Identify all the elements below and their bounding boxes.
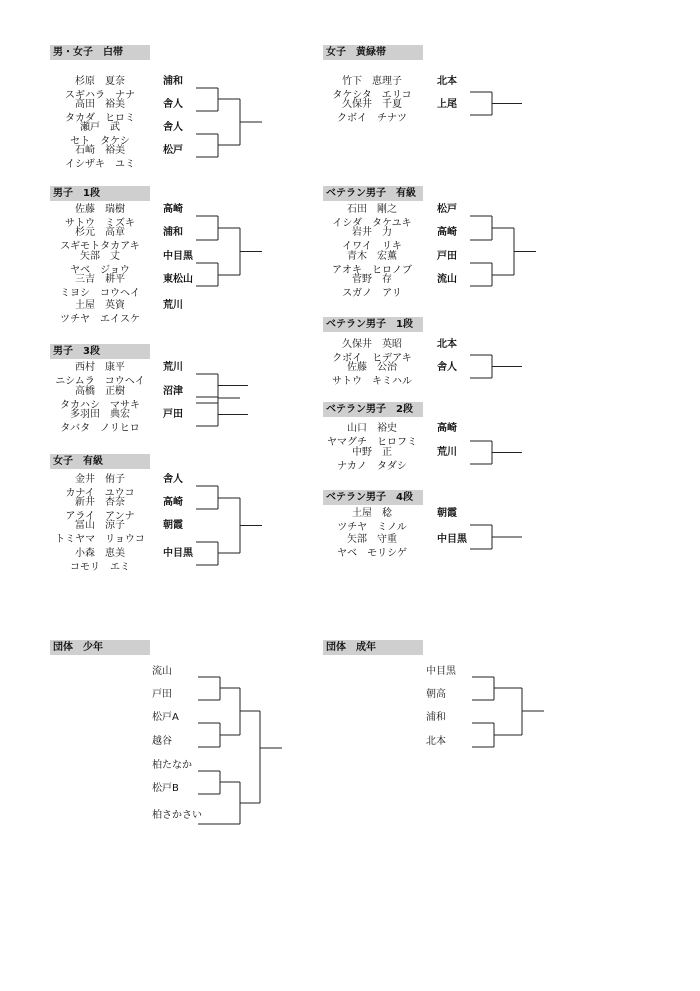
club-name: 荒川	[163, 362, 183, 373]
player-name: クボイ チナツ	[337, 113, 407, 124]
player-name: 杉元 高章	[75, 227, 125, 238]
player-name: 矢部 守重	[347, 534, 397, 545]
player-name: スギモトタカアキ	[60, 241, 140, 252]
player-name: 久保井 千夏	[342, 99, 402, 110]
team-name: 松戸A	[152, 712, 179, 723]
player-name: 岩井 力	[352, 227, 392, 238]
player-name: 土屋 英資	[75, 300, 125, 311]
player-name: セト タケシ	[70, 136, 130, 147]
player-name: ヤベ モリシゲ	[337, 548, 407, 559]
player-name: 菅野 存	[352, 274, 392, 285]
player-name: ツチヤ エイスケ	[60, 314, 140, 325]
club-name: 沼津	[163, 386, 183, 397]
player-name: ナカノ タダシ	[337, 461, 407, 472]
team-name: 松戸B	[152, 783, 179, 794]
club-name: 浦和	[163, 76, 183, 87]
section-header: ベテラン男子 1段	[323, 317, 423, 332]
club-name: 朝霞	[437, 508, 457, 519]
player-name: ヤマグチ ヒロフミ	[327, 437, 417, 448]
player-name: タバタ ノリヒロ	[60, 423, 140, 434]
player-name: 小森 恵美	[75, 548, 125, 559]
section-header: 団体 成年	[323, 640, 423, 655]
section-header: 男子 3段	[50, 344, 150, 359]
section-header: ベテラン男子 有級	[323, 186, 423, 201]
club-name: 中目黒	[437, 534, 467, 545]
team-name: 浦和	[426, 712, 446, 723]
team-name: 朝高	[426, 689, 446, 700]
club-name: 舎人	[163, 474, 183, 485]
section-header: 男・女子 白帯	[50, 45, 150, 60]
club-name: 流山	[437, 274, 457, 285]
club-name: 舎人	[163, 99, 183, 110]
club-name: 朝霞	[163, 520, 183, 531]
club-name: 北本	[437, 339, 457, 350]
player-name: イシザキ ユミ	[65, 159, 135, 170]
club-name: 高崎	[437, 423, 457, 434]
club-name: 高崎	[437, 227, 457, 238]
club-name: 北本	[437, 76, 457, 87]
player-name: アオキ ヒロノブ	[332, 265, 412, 276]
player-name: 中野 正	[352, 447, 392, 458]
player-name: 佐藤 公治	[347, 362, 397, 373]
team-name: 越谷	[152, 736, 172, 747]
section-header: ベテラン男子 4段	[323, 490, 423, 505]
section-header: 男子 1段	[50, 186, 150, 201]
club-name: 東松山	[163, 274, 193, 285]
club-name: 舎人	[163, 122, 183, 133]
player-name: ヤベ ジョウ	[70, 265, 130, 276]
team-name: 柏たなか	[152, 760, 192, 771]
player-name: 石田 剛之	[347, 204, 397, 215]
player-name: 杉原 夏奈	[75, 76, 125, 87]
club-name: 戸田	[163, 409, 183, 420]
player-name: 青木 宏薫	[347, 251, 397, 262]
player-name: ミヨシ コウヘイ	[60, 288, 140, 299]
player-name: タケシタ エリコ	[332, 90, 412, 101]
player-name: 西村 康平	[75, 362, 125, 373]
player-name: ニシムラ コウヘイ	[55, 376, 145, 387]
club-name: 荒川	[163, 300, 183, 311]
team-name: 流山	[152, 666, 172, 677]
team-name: 戸田	[152, 689, 172, 700]
player-name: 瀬戸 武	[80, 122, 120, 133]
club-name: 舎人	[437, 362, 457, 373]
team-name: 中目黒	[426, 666, 456, 677]
player-name: アライ アンナ	[65, 511, 135, 522]
player-name: コモリ エミ	[70, 562, 130, 573]
section-header: 団体 少年	[50, 640, 150, 655]
player-name: 竹下 恵理子	[342, 76, 402, 87]
club-name: 浦和	[163, 227, 183, 238]
player-name: 佐藤 瑞樹	[75, 204, 125, 215]
club-name: 松戸	[437, 204, 457, 215]
player-name: タカハシ マサキ	[60, 400, 140, 411]
player-name: イワイ リキ	[342, 241, 402, 252]
player-name: 多羽田 典宏	[70, 409, 130, 420]
player-name: 矢部 丈	[80, 251, 120, 262]
player-name: サトウ キミハル	[332, 376, 412, 387]
player-name: タカダ ヒロミ	[65, 113, 135, 124]
player-name: 石崎 裕美	[75, 145, 125, 156]
player-name: 金井 侑子	[75, 474, 125, 485]
player-name: サトウ ミズキ	[65, 218, 135, 229]
club-name: 中目黒	[163, 251, 193, 262]
section-header: 女子 有級	[50, 454, 150, 469]
club-name: 松戸	[163, 145, 183, 156]
player-name: 高橋 正樹	[75, 386, 125, 397]
player-name: 久保井 英昭	[342, 339, 402, 350]
section-header: ベテラン男子 2段	[323, 402, 423, 417]
club-name: 上尾	[437, 99, 457, 110]
section-header: 女子 黄緑帯	[323, 45, 423, 60]
team-name: 柏さかさい	[152, 810, 202, 821]
player-name: 冨山 涼子	[75, 520, 125, 531]
player-name: 三吉 耕平	[75, 274, 125, 285]
player-name: イシダ タケユキ	[332, 218, 412, 229]
player-name: 山口 裕史	[347, 423, 397, 434]
club-name: 荒川	[437, 447, 457, 458]
club-name: 高崎	[163, 497, 183, 508]
player-name: スギハラ ナナ	[65, 90, 135, 101]
player-name: 新井 杏奈	[75, 497, 125, 508]
player-name: クボイ ヒデアキ	[332, 353, 412, 364]
player-name: ツチヤ ミノル	[337, 522, 407, 533]
player-name: カナイ ユウコ	[65, 488, 135, 499]
player-name: 土屋 稔	[352, 508, 392, 519]
player-name: 高田 裕美	[75, 99, 125, 110]
club-name: 戸田	[437, 251, 457, 262]
club-name: 中目黒	[163, 548, 193, 559]
player-name: トミヤマ リョウコ	[55, 534, 145, 545]
club-name: 高崎	[163, 204, 183, 215]
team-name: 北本	[426, 736, 446, 747]
player-name: スガノ アリ	[342, 288, 402, 299]
